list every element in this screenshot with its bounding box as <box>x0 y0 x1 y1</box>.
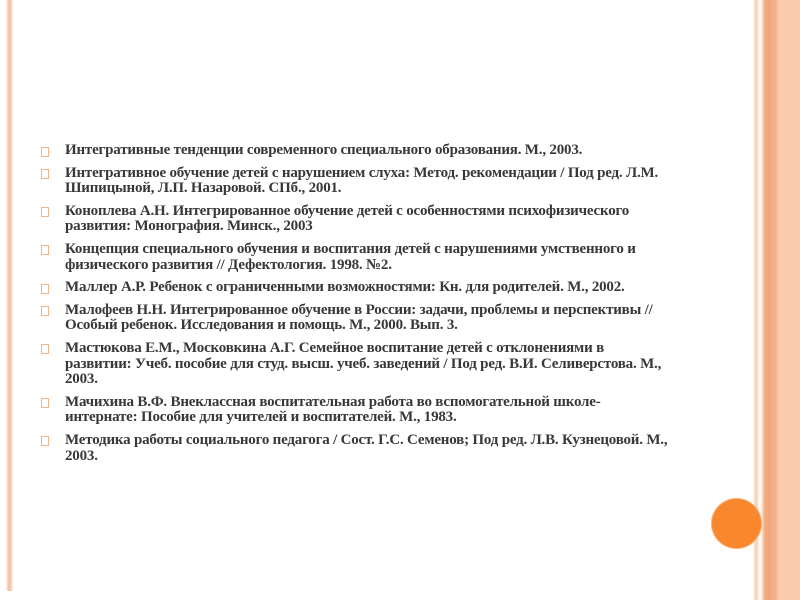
list-item <box>40 204 668 235</box>
list-item <box>40 395 668 426</box>
right-border-band <box>753 0 800 600</box>
bullet-square-icon <box>41 169 49 179</box>
references-list <box>40 143 668 471</box>
bullet-square-icon <box>41 436 49 446</box>
reference-text: Маллер А.Р. Ребенок с ограниченными возможностями: Кн. для родителей. М., 2002. <box>65 279 625 296</box>
list-item <box>40 280 668 296</box>
bullet-square-icon <box>41 147 49 157</box>
left-border-stripe <box>6 0 13 591</box>
list-item <box>40 166 668 197</box>
reference-text: Методика работы социального педагога / Сост. Г.С. Семенов; Под ред. Л.В. Кузнецовой. М., 2003. <box>65 431 668 464</box>
reference-text: Интегративные тенденции современного специального образования. М., 2003. <box>65 142 583 158</box>
bullet-square-icon <box>41 398 49 408</box>
list-item <box>40 433 668 464</box>
list-item <box>40 242 668 273</box>
bullet-square-icon <box>41 207 49 217</box>
reference-text: Малофеев Н.Н. Интегрированное обучение в России: задачи, проблемы и перспективы // Особый ребенок. Исследования и помощь. М., 2000. Вып. 3. <box>65 301 653 334</box>
orange-circle-decoration <box>711 498 762 549</box>
reference-text: Коноплева А.Н. Интегрированное обучение детей с особенностями психофизического развития: Монография. Минск., 2003 <box>65 202 630 235</box>
list-item <box>40 143 668 159</box>
bullet-square-icon <box>41 284 49 294</box>
reference-text: Мачихина В.Ф. Внеклассная воспитательная работа во вспомогательной школе-интернате: Пособие для учителей и воспитателей. М., 1983. <box>65 393 601 426</box>
list-item <box>40 303 668 334</box>
bullet-square-icon <box>41 245 49 255</box>
list-item <box>40 341 668 388</box>
bullet-square-icon <box>41 344 49 354</box>
reference-text: Интегративное обучение детей с нарушением слуха: Метод. рекомендации / Под ред. Л.М. Шипицыной, Л.П. Назаровой. СПб., 2001. <box>65 164 659 197</box>
reference-text: Концепция специального обучения и воспитания детей с нарушениями умственного и физического развития // Дефектология. 1998. №2. <box>65 240 636 273</box>
reference-text: Мастюкова Е.М., Московкина А.Г. Семейное воспитание детей с отклонениями в развитии: Учеб. пособие для студ. высш. учеб. заведений / Под ред. В.И. Селиверстова. М., 2003. <box>65 339 662 388</box>
bullet-square-icon <box>41 306 49 316</box>
